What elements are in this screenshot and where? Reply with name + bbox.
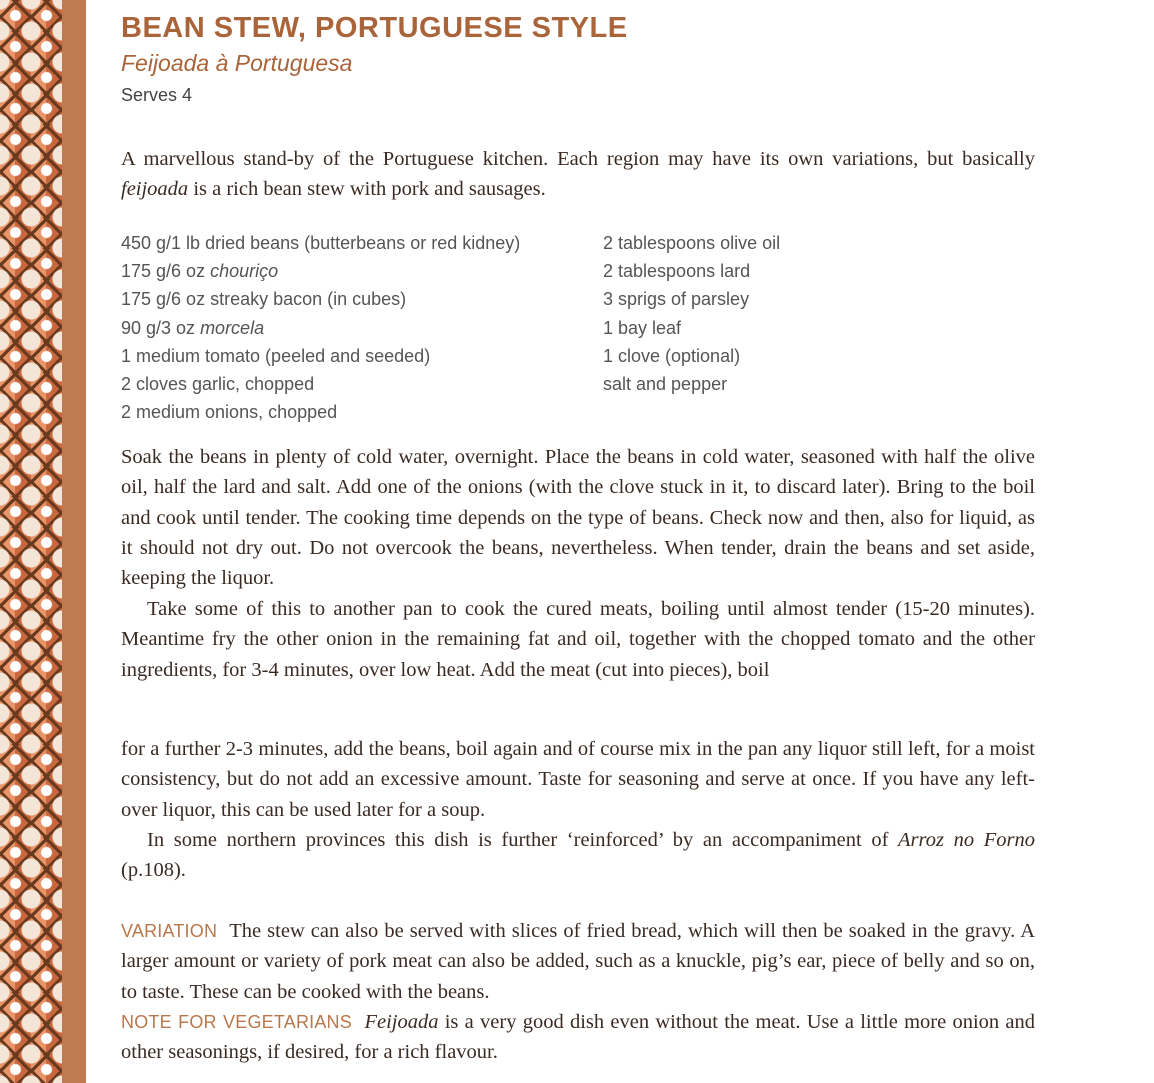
recipe-subtitle: Feijoada à Portuguesa — [121, 50, 353, 76]
ingredient-item: 1 bay leaf — [603, 317, 682, 338]
decorative-tile-border — [0, 0, 62, 1083]
ingredient-item: 1 medium tomato (peeled and seeded) — [121, 345, 431, 366]
ingredient-item: 450 g/1 lb dried beans (butterbeans or red kidney) — [121, 233, 521, 253]
ingredient-column-right — [603, 229, 780, 398]
method-paragraph: Soak the beans in plenty of cold water, overnight. Place the beans in cold water, seasoned with half the olive oil, half the lard and salt. Add one of the onions (with the clove stuck in it, to discard later). Bring to the boil and cook until tender. The cooking time depends on the type of beans. Check now and then, also for liquid, as it should not dry out. Do not overcook the beans, nevertheless. When tender, drain the beans and set aside, keeping the liquor. — [121, 446, 1035, 590]
ingredient-item: 2 medium onions, chopped — [121, 402, 338, 423]
method-paragraph: Take some of this to another pan to cook the cured meats, boiling until almost tender (15-20 minutes). Meantime fry the other onion in the remaining fat and oil, together with the chopped tomato and the other ingredients, for 3-4 minutes, over low heat. Add the meat (cut into pieces), boil — [121, 598, 1035, 681]
intro-text-end: is a rich bean stew with pork and sausages. — [188, 178, 546, 201]
vegetarian-note-italic: Feijoada — [364, 1011, 439, 1033]
serves-count: Serves 4 — [121, 85, 193, 105]
border-accent-bar — [62, 0, 86, 1083]
intro-text: A marvellous stand-by of the Portuguese kitchen. Each region may have its own variations, but basically — [121, 148, 1035, 170]
ingredient-item: 2 cloves garlic, chopped — [121, 374, 315, 395]
recipe-title: BEAN STEW, PORTUGUESE STYLE — [121, 12, 628, 44]
vegetarian-note-label: NOTE FOR VEGETARIANS — [121, 1012, 352, 1032]
intro-paragraph — [121, 144, 1035, 205]
method-paragraph: for a further 2-3 minutes, add the beans, boil again and of course mix in the pan any liquor still left, for a moist consistency, but do not add an excessive amount. Taste for seasoning and serve at once. If you have any left-over liquor, this can be used later for a soup. — [121, 738, 1035, 821]
ingredient-item: 3 sprigs of parsley — [603, 289, 750, 310]
variation-label: VARIATION — [121, 921, 218, 941]
ingredient-item: 175 g/6 oz chouriço — [121, 261, 279, 282]
method-paragraph: In some northern provinces this dish is further ‘reinforced’ by an accompaniment of Arroz no Forno (p.108). — [121, 829, 1035, 882]
cross-reference: Arroz no Forno — [898, 829, 1035, 851]
ingredient-item: 175 g/6 oz streaky bacon (in cubes) — [121, 289, 407, 310]
ingredient-item: 2 tablespoons lard — [603, 261, 751, 282]
vegetarian-note-paragraph — [121, 1007, 1035, 1068]
ingredient-item: salt and pepper — [603, 374, 728, 395]
ingredient-item: 90 g/3 oz morcela — [121, 317, 265, 338]
vegetarian-note-text: is a very good dish even without the meat. Use a little more onion and other seasonings, if desired, for a rich flavour. — [121, 1011, 1035, 1064]
ingredient-column-left — [121, 229, 520, 426]
variation-paragraph — [121, 916, 1035, 1007]
intro-italic: feijoada — [121, 178, 189, 201]
variation-text: The stew can also be served with slices of fried bread, which will then be soaked in the gravy. A larger amount or variety of pork meat can also be added, such as a knuckle, pig’s ear, piece of belly and so on, to taste. These can be cooked with the beans. — [121, 920, 1036, 1003]
ingredient-item: 2 tablespoons olive oil — [603, 233, 781, 253]
ingredient-item: 1 clove (optional) — [603, 345, 741, 366]
